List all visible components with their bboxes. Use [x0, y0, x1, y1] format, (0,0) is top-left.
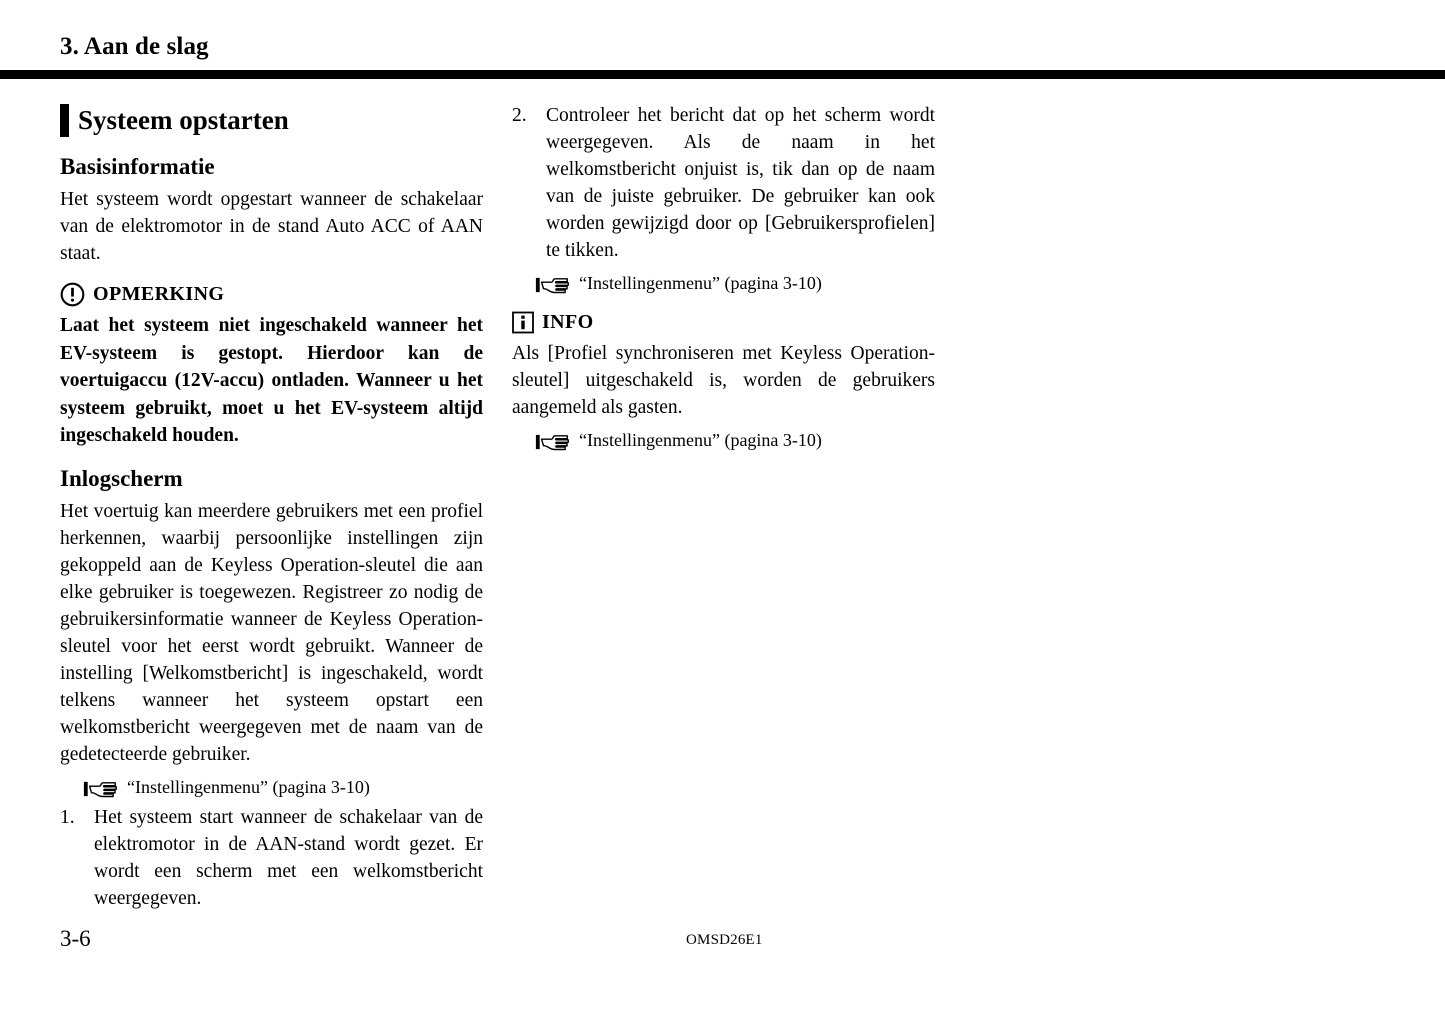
step-text: Controleer het bericht dat op het scherm wordt weergegeven. Als de naam in het welkomstbericht onjuist is, tik dan op de naam van de juiste gebruiker. De gebruiker kan ook worden gewijzigd door op [Gebruikersprofielen] te tikken. — [546, 105, 935, 261]
numbered-step-1 — [60, 804, 483, 912]
page-body — [0, 79, 1445, 909]
left-column — [60, 79, 483, 912]
cross-reference-instellingenmenu-bottom[interactable] — [534, 428, 935, 453]
pointing-hand-icon — [534, 431, 572, 453]
pointing-hand-icon — [534, 274, 572, 296]
subheading-basisinformatie: Basisinformatie — [60, 154, 215, 179]
paragraph-basisinformatie: Het systeem wordt opgestart wanneer de schakelaar van de elektromotor in de stand Auto ACC of AAN staat. — [60, 189, 483, 265]
cross-reference-instellingenmenu[interactable] — [82, 775, 483, 800]
chapter-header — [0, 0, 1445, 78]
info-label: INFO — [542, 310, 594, 333]
notice-label: OPMERKING — [93, 282, 225, 305]
document-code: OMSD26E1 — [686, 932, 763, 948]
step-marker: 2. — [512, 105, 527, 126]
page-footer — [0, 909, 1445, 969]
cross-reference-instellingenmenu-top[interactable] — [534, 271, 935, 296]
page-title: 3. Aan de slag — [60, 33, 209, 60]
step-text: Het systeem start wanneer de schakelaar van de elektromotor in de AAN-stand wordt gezet. Er wordt een scherm met een welkomstbericht weergegeven. — [94, 807, 483, 910]
subheading-inlogscherm: Inlogscherm — [60, 465, 183, 491]
header-divider — [0, 70, 1445, 79]
numbered-step-2 — [512, 102, 935, 264]
section-heading — [60, 102, 483, 138]
info-body-text: Als [Profiel synchroniseren met Keyless Operation-sleutel] uitgeschakeld is, worden de gebruikers aangemeld als gasten. — [512, 343, 935, 418]
info-header — [512, 309, 935, 335]
step-marker: 1. — [60, 807, 75, 829]
cross-reference-label: “Instellingenmenu” (pagina 3-10) — [579, 273, 822, 293]
info-square-icon — [512, 311, 534, 334]
cross-reference-label: “Instellingenmenu” (pagina 3-10) — [579, 430, 822, 450]
exclamation-circle-icon — [60, 282, 85, 307]
cross-reference-label: “Instellingenmenu” (pagina 3-10) — [127, 777, 370, 798]
pointing-hand-icon — [82, 778, 120, 800]
section-heading-label: Systeem opstarten — [78, 104, 289, 135]
notice-header — [60, 281, 483, 307]
right-column — [512, 79, 935, 457]
notice-body-text: Laat het systeem niet ingeschakeld wanneer het EV-systeem is gestopt. Hierdoor kan de voertuigaccu (12V-accu) ontladen. Wanneer u het systeem gebruikt, moet u het EV-systeem altijd ingeschakeld houden. — [60, 315, 483, 447]
section-accent-bar — [60, 104, 69, 137]
paragraph-inlogscherm: Het voertuig kan meerdere gebruikers met een profiel herkennen, waarbij persoonlijke instellingen zijn gekoppeld aan de Keyless Operation-sleutel die aan elke gebruiker is toegewezen. Registreer zo nodig de gebruikersinformatie wanneer de Keyless Operation-sleutel voor het eerst wordt gebruikt. Wanneer de instelling [Welkomstbericht] is ingeschakeld, wordt telkens wanneer het systeem opstart een welkomstbericht weergegeven met de naam van de gedetecteerde gebruiker. — [60, 501, 483, 766]
page-number: 3-6 — [60, 926, 91, 951]
